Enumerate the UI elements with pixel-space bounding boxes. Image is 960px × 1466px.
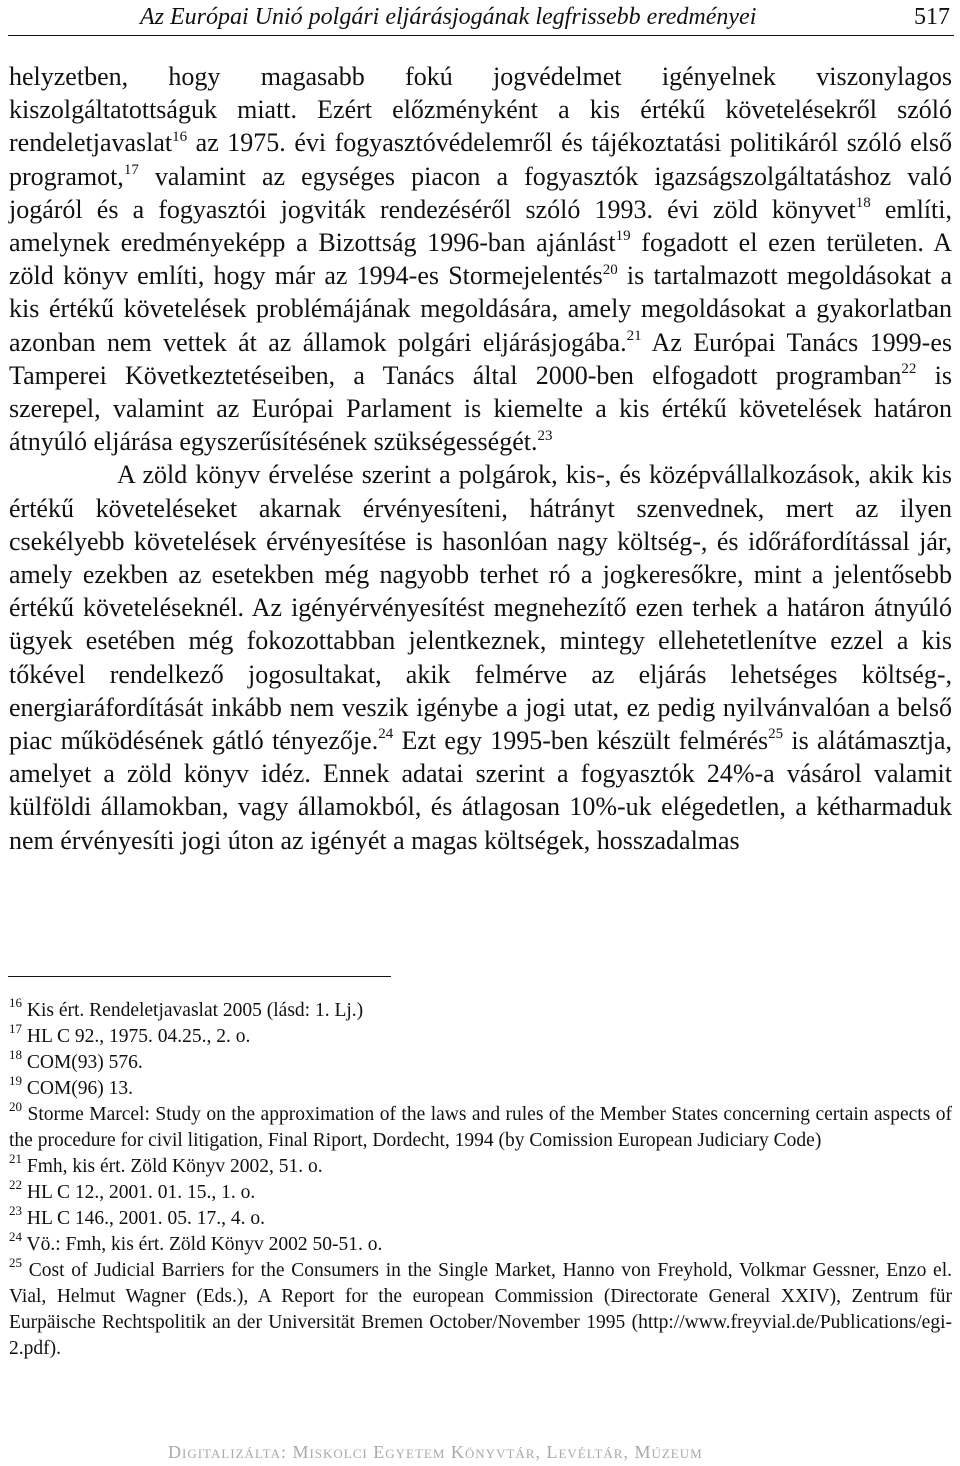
header-rule [8,35,954,36]
footnote-ref-20[interactable]: 20 [602,261,618,278]
footnote-text: Fmh, kis ért. Zöld Könyv 2002, 51. o. [26,1156,323,1177]
footnote-number: 18 [9,1046,22,1062]
footnote-24 [9,1228,952,1258]
footnotes [9,994,953,1362]
footnote-text: Kis ért. Rendeletjavaslat 2005 (lásd: 1. Lj.) [26,1000,364,1021]
text-run: említi, amelynek eredményeképp a Bizottság 1996-ban ajánlást [9,194,952,258]
footnote-text: HL C 12., 2001. 01. 15., 1. o. [26,1182,256,1203]
footnote-number: 25 [9,1254,22,1270]
footnote-number: 21 [9,1150,22,1166]
footnote-ref-18[interactable]: 18 [855,195,871,212]
text-run: fogadott el ezen területen. A zöld könyv említi, hogy már az 1994-es Stormejelentés [9,228,952,291]
text-run: valamint az egységes piacon a fogyasztók igazságszolgáltatáshoz való jogáról és a fogyasztói jogviták rendezéséről szóló 1993. évi zöld könyvet [9,161,952,224]
digitization-watermark: Digitalizálta: Miskolci Egyetem Könyvtár, Levéltár, Múzeum [168,1442,703,1462]
running-title: Az Európai Unió polgári eljárásjogának legfrissebb eredményei [140,4,757,30]
footnote-text: COM(96) 13. [26,1078,134,1099]
footnote-text: Cost of Judicial Barriers for the Consumers in the Single Market, Hanno von Freyhold, Volkmar Gessner, Enzo el. Vial, Helmut Wagner (Eds.), A Report for the european Commission (Directorate General XXIV), Zentrum für Eurpäische Rechtspolitik an der Universität Bremen October/November 1995 (http://www.freyvial.de/Publications/egi-2.pdf). [9,1260,953,1359]
footnote-19 [9,1072,952,1102]
footnote-ref-21[interactable]: 21 [626,327,642,344]
footnote-18 [9,1046,952,1076]
footnote-23 [9,1202,952,1232]
footnote-text: Storme Marcel: Study on the approximation of the laws and rules of the Member States concerning certain aspects of the procedure for civil litigation, Final Riport, Dordecht, 1994 (by Comission European Judiciary Code) [9,1104,953,1151]
running-header [8,4,952,34]
page-number: 517 [914,4,950,30]
text-run: A zöld könyv érvelése szerint a polgárok, kis-, és középvállalkozások, akik kis értékű követeléseket akarnak érvényesíteni, hátrányt szenvednek, mert az ilyen csekélyebb követelések érvényesítése is hasonlóan nagy költség-, és időráfordítással jár, amely ezekben az esetekben még nagyobb terhet ró a jogkeresőkre, mint a jelentősebb értékű követeléseknél. Az igényérvényesítést megnehezítő ezen terhek a határon átnyúló ügyek esetében még fokozottabban jelentkeznek, mintegy ellehetetlenítve ezzel a kis tőkével rendelkező jogosultakat, akik felmérve az eljárás lehetséges költség-, energiaráfordítását inkább nem veszik igénybe a jogi utat, ez pedig nyilvánvalóan a belső piac működésének gátló tényezője. [9,460,952,756]
body-text [9,60,952,857]
footnote-text: HL C 92., 1975. 04.25., 2. o. [26,1026,251,1047]
footnote-25 [9,1254,953,1362]
footnote-ref-19[interactable]: 19 [615,228,631,245]
text-run: is alátámasztja, amelyet a zöld könyv idéz. Ennek adatai szerint a fogyasztók 24%-a vásárol valamit külföldi államokban, vagy államokból, és átlagosan 10%-uk elégedetlen, a kétharmaduk nem érvényesíti jogi úton az igényét a magas költségek, hosszadalmas [9,726,952,855]
footnote-17 [9,1020,952,1050]
footnote-number: 17 [9,1020,22,1036]
footnote-ref-16[interactable]: 16 [172,128,188,145]
footnote-number: 20 [9,1098,22,1114]
footnote-text: COM(93) 576. [26,1052,143,1073]
paragraph-1 [9,60,952,458]
footnote-number: 23 [9,1202,22,1218]
footnote-ref-25[interactable]: 25 [768,726,784,743]
paragraph-2 [9,458,952,856]
text-run: is szerepel, valamint az Európai Parlament is kiemelte a kis értékű követelések határon átnyúló eljárása egyszerűsítésének szükségességét. [9,360,953,457]
footnote-ref-23[interactable]: 23 [537,427,553,444]
footnote-number: 24 [9,1228,22,1244]
text-run: helyzetben, hogy magasabb fokú jogvédelmet igényelnek viszonylagos kiszolgáltatottságuk miatt. Ezért előzményként a kis értékű követelésekről szóló rendeletjavaslat [9,62,952,158]
footnote-number: 19 [9,1072,22,1088]
text-run: Ezt egy 1995-ben készült felmérés [393,726,769,756]
text-run: az 1975. évi fogyasztóvédelemről és tájékoztatási politikáról szóló első programot, [9,128,952,191]
footnote-22 [9,1176,952,1206]
text-run: Az Európai Tanács 1999-es Tamperei Következtetéseiben, a Tanács által 2000-ben elfogadott programban [9,327,952,390]
footnote-ref-22[interactable]: 22 [901,361,917,378]
text-run: is tartalmazott megoldásokat a kis értékű követelések problémájának megoldására, amely megoldásokat a gyakorlatban azonban nem vettek át az államok polgári eljárásjogába. [9,261,952,357]
footnote-number: 22 [9,1176,22,1192]
footnote-16 [9,994,952,1024]
footnote-ref-17[interactable]: 17 [123,161,139,178]
footnote-separator [8,976,391,977]
footnote-text: Vö.: Fmh, kis ért. Zöld Könyv 2002 50-51. o. [26,1234,383,1255]
footnote-ref-24[interactable]: 24 [378,726,394,743]
footnote-21 [9,1150,952,1180]
footnote-number: 16 [9,994,22,1010]
footnote-text: HL C 146., 2001. 05. 17., 4. o. [26,1208,266,1229]
footnote-20 [9,1098,953,1154]
